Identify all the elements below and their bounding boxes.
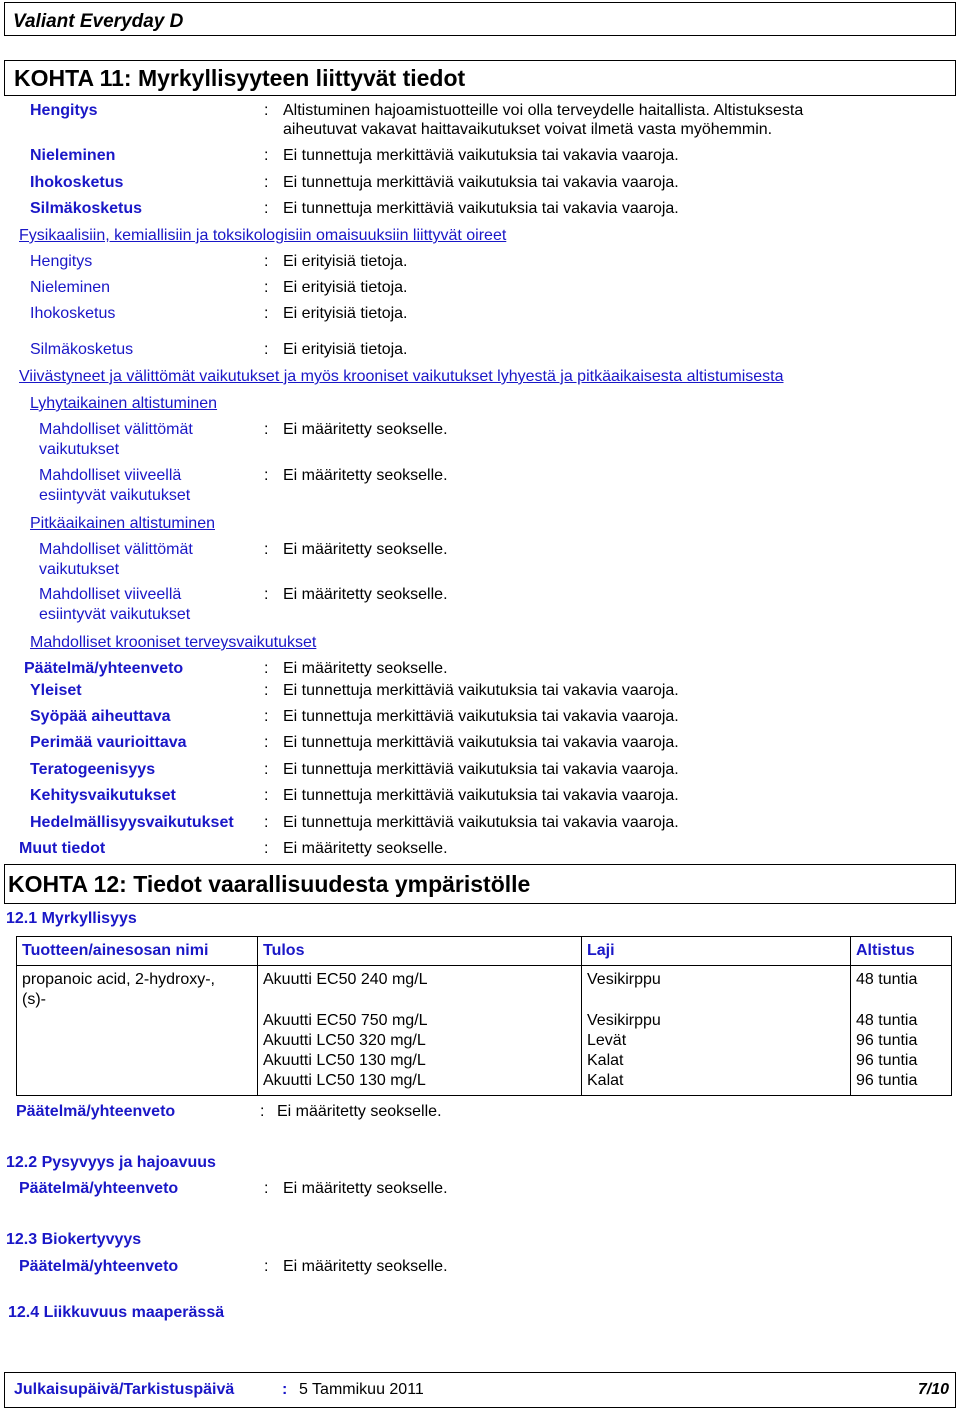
- section-12-title: KOHTA 12: Tiedot vaarallisuudesta ympäristölle: [8, 871, 531, 897]
- colon: :: [264, 541, 269, 558]
- chronic-row: [0, 660, 960, 680]
- exposure-row: [0, 174, 960, 194]
- long-term-delayed-value: Ei määritetty seokselle.: [283, 586, 448, 603]
- chronic-value: Ei tunnettuja merkittäviä vaikutuksia tai vakavia vaaroja.: [283, 761, 679, 778]
- colon: :: [264, 708, 269, 725]
- exposure-value: Ei tunnettuja merkittäviä vaikutuksia tai vakavia vaaroja.: [283, 200, 679, 217]
- exposure-item: 48 tuntia: [856, 1012, 918, 1029]
- delayed-effects-heading: Viivästyneet ja välittömät vaikutukset ja myös krooniset vaikutukset lyhyestä ja pitkäaikaisesta altistumisesta: [19, 368, 784, 385]
- symptom-value: Ei erityisiä tietoja.: [283, 341, 408, 358]
- exposure-row-cont: [0, 121, 960, 141]
- symptom-label: Ihokosketus: [30, 305, 116, 322]
- short-term-delayed-label-cont: esiintyvät vaikutukset: [39, 487, 191, 504]
- exposure-row: [0, 102, 960, 122]
- symptom-row: [0, 253, 960, 273]
- short-term-immediate-label: Mahdolliset välittömät: [39, 421, 193, 438]
- colon: :: [264, 174, 269, 191]
- species-item: Kalat: [587, 1072, 624, 1089]
- subsection-12-4: 12.4 Liikkuvuus maaperässä: [8, 1304, 225, 1321]
- toxicity-table: [16, 936, 952, 1096]
- result-item: Akuutti LC50 320 mg/L: [263, 1032, 426, 1049]
- bioaccumulation-conclusion-value: Ei määritetty seokselle.: [283, 1258, 448, 1275]
- result-item: Akuutti EC50 750 mg/L: [263, 1012, 428, 1029]
- persistence-conclusion-label: Päätelmä/yhteenveto: [19, 1180, 179, 1197]
- subsection-12-2: 12.2 Pysyvyys ja hajoavuus: [6, 1154, 216, 1171]
- footer-colon: :: [282, 1381, 288, 1398]
- colon: :: [264, 1180, 269, 1197]
- chronic-label: Muut tiedot: [19, 840, 106, 857]
- section-12-header: [4, 864, 956, 904]
- symptoms-heading: Fysikaalisiin, kemiallisiin ja toksikologisiin omaisuuksiin liittyvät oireet: [19, 227, 507, 244]
- exposure-row: [0, 147, 960, 167]
- page-number: 7/10: [917, 1381, 949, 1398]
- exposure-row: [0, 200, 960, 220]
- colon: :: [264, 586, 269, 603]
- exposure-cell: [851, 966, 952, 1096]
- exposure-item: 96 tuntia: [856, 1032, 918, 1049]
- symptom-row: [0, 279, 960, 299]
- chronic-value: Ei tunnettuja merkittäviä vaikutuksia tai vakavia vaaroja.: [283, 814, 679, 831]
- section-11-title: KOHTA 11: Myrkyllisyyteen liittyvät tiedot: [14, 65, 466, 91]
- long-term-delayed-label-cont: esiintyvät vaikutukset: [39, 606, 191, 623]
- colon: :: [264, 814, 269, 831]
- symptom-label: Nieleminen: [30, 279, 111, 296]
- exposure-item: 96 tuntia: [856, 1072, 918, 1089]
- chronic-row: [0, 814, 960, 834]
- chronic-value: Ei tunnettuja merkittäviä vaikutuksia tai vakavia vaaroja.: [283, 734, 679, 751]
- symptom-label: Silmäkosketus: [30, 341, 134, 358]
- chronic-heading: Mahdolliset krooniset terveysvaikutukset: [30, 634, 317, 651]
- species-item: Vesikirppu: [587, 1012, 661, 1029]
- substance-cell: [17, 966, 258, 1096]
- long-term-immediate-label-cont: vaikutukset: [39, 561, 120, 578]
- exposure-item: 96 tuntia: [856, 1052, 918, 1069]
- chronic-label: Yleiset: [30, 682, 82, 699]
- exposure-label: Hengitys: [30, 102, 98, 119]
- chronic-row: [0, 734, 960, 754]
- chronic-value: Ei tunnettuja merkittäviä vaikutuksia tai vakavia vaaroja.: [283, 682, 679, 699]
- species-item: Kalat: [587, 1052, 624, 1069]
- chronic-label: Kehitysvaikutukset: [30, 787, 176, 804]
- chronic-row: [0, 787, 960, 807]
- symptom-value: Ei erityisiä tietoja.: [283, 279, 408, 296]
- symptom-value: Ei erityisiä tietoja.: [283, 305, 408, 322]
- colon: :: [264, 660, 269, 677]
- section-11-header: [4, 60, 956, 96]
- chronic-label: Hedelmällisyysvaikutukset: [30, 814, 234, 831]
- product-name: Valiant Everyday D: [13, 11, 184, 32]
- result-item: Akuutti EC50 240 mg/L: [263, 971, 428, 988]
- exposure-label: Nieleminen: [30, 147, 116, 164]
- chronic-value: Ei tunnettuja merkittäviä vaikutuksia tai vakavia vaaroja.: [283, 708, 679, 725]
- exposure-label: Ihokosketus: [30, 174, 124, 191]
- chronic-row: [0, 840, 960, 860]
- document-footer: [4, 1372, 956, 1408]
- symptom-label: Hengitys: [30, 253, 93, 270]
- short-term-immediate-value: Ei määritetty seokselle.: [283, 421, 448, 438]
- col-header-result: Tulos: [258, 937, 582, 966]
- chronic-label: Teratogeenisyys: [30, 761, 156, 778]
- long-term-immediate-label: Mahdolliset välittömät: [39, 541, 193, 558]
- footer-date-label: Julkaisupäivä/Tarkistuspäivä: [14, 1381, 235, 1398]
- symptom-row: [0, 305, 960, 325]
- substance-name-line1: propanoic acid, 2-hydroxy-,: [22, 971, 215, 988]
- subsection-12-3: 12.3 Biokertyvyys: [6, 1231, 142, 1248]
- species-item: Levät: [587, 1032, 627, 1049]
- exposure-value: Ei tunnettuja merkittäviä vaikutuksia tai vakavia vaaroja.: [283, 147, 679, 164]
- table-header-row: [17, 937, 952, 966]
- colon: :: [264, 840, 269, 857]
- chronic-label: Päätelmä/yhteenveto: [24, 660, 184, 677]
- colon: :: [264, 102, 269, 119]
- result-cell: [258, 966, 582, 1096]
- toxicity-conclusion-label: Päätelmä/yhteenveto: [16, 1103, 176, 1120]
- colon: :: [264, 467, 269, 484]
- symptom-row: [0, 341, 960, 361]
- col-header-species: Laji: [582, 937, 851, 966]
- species-item: Vesikirppu: [587, 971, 661, 988]
- chronic-label: Perimää vaurioittava: [30, 734, 187, 751]
- footer-date-value: 5 Tammikuu 2011: [299, 1381, 424, 1398]
- colon: :: [264, 253, 269, 270]
- symptom-value: Ei erityisiä tietoja.: [283, 253, 408, 270]
- colon: :: [264, 305, 269, 322]
- colon: :: [264, 341, 269, 358]
- short-term-immediate-label-cont: vaikutukset: [39, 441, 120, 458]
- col-header-exposure: Altistus: [851, 937, 952, 966]
- persistence-conclusion-value: Ei määritetty seokselle.: [283, 1180, 448, 1197]
- exposure-value-cont: aiheutuvat vakavat haittavaikutukset voivat ilmetä vasta myöhemmin.: [283, 121, 773, 138]
- short-term-heading: Lyhytaikainen altistuminen: [30, 395, 218, 412]
- toxicity-conclusion-value: Ei määritetty seokselle.: [277, 1103, 442, 1120]
- chronic-row: [0, 708, 960, 728]
- species-cell: [582, 966, 851, 1096]
- chronic-value: Ei määritetty seokselle.: [283, 660, 448, 677]
- exposure-value: Altistuminen hajoamistuotteille voi olla terveydelle haitallista. Altistuksesta: [283, 102, 804, 119]
- exposure-item: 48 tuntia: [856, 971, 918, 988]
- chronic-row: [0, 682, 960, 702]
- document-header: [4, 2, 956, 36]
- colon: :: [264, 1258, 269, 1275]
- long-term-delayed-label: Mahdolliset viiveellä: [39, 586, 182, 603]
- bioaccumulation-conclusion-label: Päätelmä/yhteenveto: [19, 1258, 179, 1275]
- subsection-12-1: 12.1 Myrkyllisyys: [6, 910, 137, 927]
- colon: :: [264, 761, 269, 778]
- result-item: Akuutti LC50 130 mg/L: [263, 1072, 426, 1089]
- colon: :: [264, 682, 269, 699]
- chronic-row: [0, 761, 960, 781]
- result-item: Akuutti LC50 130 mg/L: [263, 1052, 426, 1069]
- chronic-label: Syöpää aiheuttava: [30, 708, 171, 725]
- chronic-value: Ei määritetty seokselle.: [283, 840, 448, 857]
- short-term-delayed-label: Mahdolliset viiveellä: [39, 467, 182, 484]
- exposure-value: Ei tunnettuja merkittäviä vaikutuksia tai vakavia vaaroja.: [283, 174, 679, 191]
- long-term-immediate-value: Ei määritetty seokselle.: [283, 541, 448, 558]
- colon: :: [264, 200, 269, 217]
- colon: :: [264, 421, 269, 438]
- short-term-delayed-value: Ei määritetty seokselle.: [283, 467, 448, 484]
- col-header-substance: Tuotteen/ainesosan nimi: [17, 937, 258, 966]
- colon: :: [264, 279, 269, 296]
- substance-name-line2: (s)-: [22, 991, 46, 1008]
- colon: :: [264, 787, 269, 804]
- table-row: [17, 966, 952, 1096]
- long-term-heading: Pitkäaikainen altistuminen: [30, 515, 215, 532]
- exposure-label: Silmäkosketus: [30, 200, 143, 217]
- chronic-value: Ei tunnettuja merkittäviä vaikutuksia tai vakavia vaaroja.: [283, 787, 679, 804]
- colon: :: [264, 734, 269, 751]
- colon: :: [260, 1103, 265, 1120]
- colon: :: [264, 147, 269, 164]
